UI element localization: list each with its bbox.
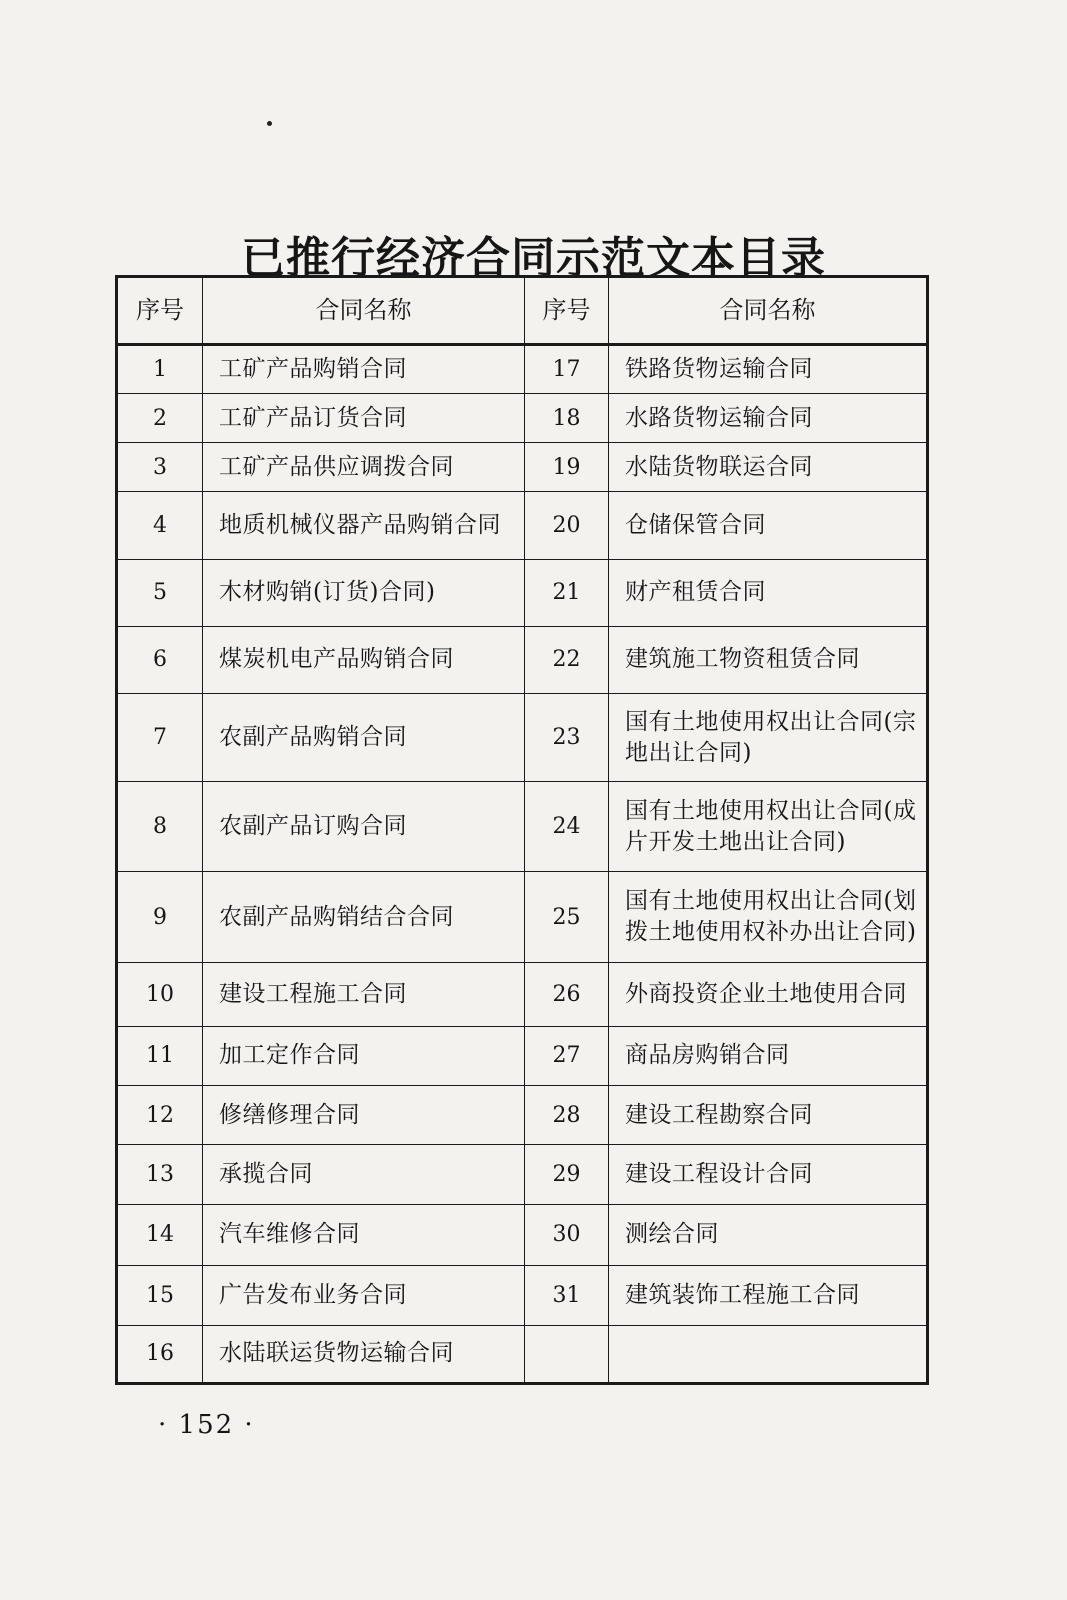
row-name-right: 财产租赁合同 — [609, 559, 928, 626]
row-index-right: 23 — [525, 693, 609, 781]
table-row — [117, 872, 928, 962]
header-name-left: 合同名称 — [203, 277, 525, 345]
row-index-right: 17 — [525, 345, 609, 394]
row-name-left: 农副产品订购合同 — [203, 782, 525, 872]
row-name-right: 国有土地使用权出让合同(宗地出让合同) — [609, 693, 928, 781]
table-row — [117, 1086, 928, 1145]
row-index-left: 11 — [117, 1026, 203, 1085]
row-name-right: 建筑施工物资租赁合同 — [609, 626, 928, 693]
row-index-left: 15 — [117, 1265, 203, 1325]
row-index-right: 19 — [525, 443, 609, 492]
header-name-right: 合同名称 — [609, 277, 928, 345]
row-index-left: 10 — [117, 962, 203, 1026]
row-index-right: 22 — [525, 626, 609, 693]
row-index-right: 25 — [525, 872, 609, 962]
row-name-right: 商品房购销合同 — [609, 1026, 928, 1085]
table-row — [117, 1325, 928, 1383]
row-name-left: 农副产品购销结合合同 — [203, 872, 525, 962]
table-row — [117, 345, 928, 394]
row-name-right: 国有土地使用权出让合同(成片开发土地出让合同) — [609, 782, 928, 872]
row-index-right: 29 — [525, 1145, 609, 1205]
row-name-right: 水陆货物联运合同 — [609, 443, 928, 492]
row-index-left: 12 — [117, 1086, 203, 1145]
row-name-left: 工矿产品供应调拨合同 — [203, 443, 525, 492]
table-row — [117, 1205, 928, 1265]
row-name-right: 铁路货物运输合同 — [609, 345, 928, 394]
row-name-left: 木材购销(订货)合同) — [203, 559, 525, 626]
row-name-left: 汽车维修合同 — [203, 1205, 525, 1265]
row-index-right: 30 — [525, 1205, 609, 1265]
row-index-left: 16 — [117, 1325, 203, 1383]
row-index-left: 6 — [117, 626, 203, 693]
row-index-right: 24 — [525, 782, 609, 872]
row-name-left: 承揽合同 — [203, 1145, 525, 1205]
row-name-right: 仓储保管合同 — [609, 492, 928, 559]
row-index-left: 5 — [117, 559, 203, 626]
row-name-left: 广告发布业务合同 — [203, 1265, 525, 1325]
row-index-right: 31 — [525, 1265, 609, 1325]
row-index-left: 1 — [117, 345, 203, 394]
table-row — [117, 626, 928, 693]
table-row — [117, 1026, 928, 1085]
contract-catalog-table — [115, 275, 929, 1385]
header-index-left: 序号 — [117, 277, 203, 345]
row-index-right: 21 — [525, 559, 609, 626]
page-number: · 152 · — [158, 1410, 255, 1440]
row-index-left: 8 — [117, 782, 203, 872]
row-name-right: 测绘合同 — [609, 1205, 928, 1265]
header-index-right: 序号 — [525, 277, 609, 345]
row-index-right: 20 — [525, 492, 609, 559]
row-index-right: 28 — [525, 1086, 609, 1145]
row-name-right: 水路货物运输合同 — [609, 394, 928, 443]
row-name-left: 煤炭机电产品购销合同 — [203, 626, 525, 693]
row-index-right: 27 — [525, 1026, 609, 1085]
row-index-right: 18 — [525, 394, 609, 443]
row-name-right: 建筑装饰工程施工合同 — [609, 1265, 928, 1325]
row-index-left: 13 — [117, 1145, 203, 1205]
row-name-left: 水陆联运货物运输合同 — [203, 1325, 525, 1383]
table-row — [117, 962, 928, 1026]
row-name-left: 工矿产品订货合同 — [203, 394, 525, 443]
row-name-left: 修缮修理合同 — [203, 1086, 525, 1145]
row-index-left: 14 — [117, 1205, 203, 1265]
row-name-left: 地质机械仪器产品购销合同 — [203, 492, 525, 559]
table-body — [117, 345, 928, 1384]
page-title: 已推行经济合同示范文本目录 — [241, 233, 826, 284]
row-index-left: 7 — [117, 693, 203, 781]
table-row — [117, 693, 928, 781]
table-row — [117, 492, 928, 559]
row-index-left: 9 — [117, 872, 203, 962]
row-name-right: 外商投资企业土地使用合同 — [609, 962, 928, 1026]
row-name-left: 农副产品购销合同 — [203, 693, 525, 781]
row-index-left: 2 — [117, 394, 203, 443]
row-index-left: 3 — [117, 443, 203, 492]
row-name-left: 加工定作合同 — [203, 1026, 525, 1085]
table-row — [117, 394, 928, 443]
row-name-right — [609, 1325, 928, 1383]
row-index-right: 26 — [525, 962, 609, 1026]
table-row — [117, 559, 928, 626]
row-name-right: 建设工程勘察合同 — [609, 1086, 928, 1145]
table-row — [117, 782, 928, 872]
table-row — [117, 1145, 928, 1205]
row-index-right — [525, 1325, 609, 1383]
table-row — [117, 443, 928, 492]
table-header-row — [117, 277, 928, 345]
row-name-right: 建设工程设计合同 — [609, 1145, 928, 1205]
row-name-left: 工矿产品购销合同 — [203, 345, 525, 394]
row-index-left: 4 — [117, 492, 203, 559]
table-row — [117, 1265, 928, 1325]
row-name-left: 建设工程施工合同 — [203, 962, 525, 1026]
stray-dot — [267, 121, 272, 126]
row-name-right: 国有土地使用权出让合同(划拨土地使用权补办出让合同) — [609, 872, 928, 962]
